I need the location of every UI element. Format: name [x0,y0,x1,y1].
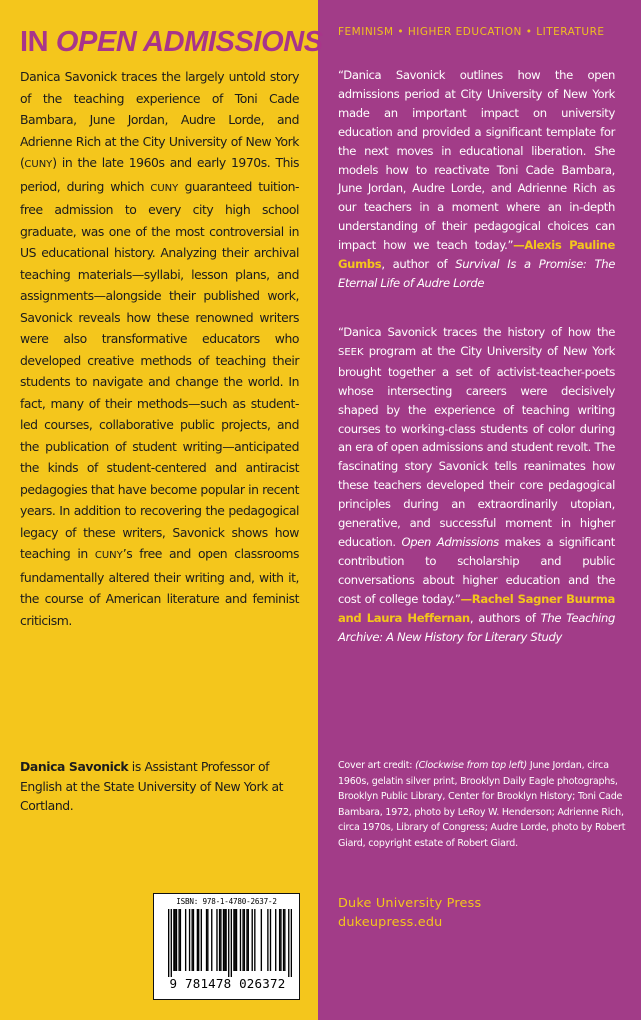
seek-abbrev: SEEK [338,346,364,358]
description-text-4: ’s free and open classrooms fundamentally altered their writing and, with it, the course of American literature and feminist criticism. [20,546,299,628]
barcode-bar [235,909,236,971]
endorsement-gumbs [338,66,615,293]
credit-italic: (Clockwise from top left) [415,760,528,771]
barcode-bar [291,909,292,977]
endorsement-quote: “Danica Savonick traces the history of how the [338,325,615,339]
barcode-bar [270,909,271,971]
barcode-bar [168,909,169,977]
barcode-bar [288,909,289,977]
book-description [20,66,299,631]
barcode-bar [173,909,174,971]
endorsement-quote: “Danica Savonick outlines how the open admissions period at City University of New York made an important impact on university education and provided a significant template for the next moves in educational liberation. She models how to reactivate Toni Cade Bambara, June Jordan, Audre Lorde, and Adrienne Rich as our teachers in a moment where an in-depth understanding of their pedagogical choices can impact how we teach today.” [338,68,615,253]
endorsement-work-title: Survival Is a Promise: The Eternal Life of Audre Lorde [338,257,615,290]
cuny-abbrev: CUNY [94,550,123,561]
credit-text: June Jordan, circa 1960s, gelatin silver print, Brooklyn Daily Eagle photographs, Brooklyn Public Library, Center for Brooklyn History; Toni Cade Bambara, 1972, photo by LeRoy W. Henderson; Adrienne Rich, circa 1970s, Library of Congress; Audre Lorde, photo by Robert Giard, copyright estate of Robert Giard. [338,760,626,849]
endorsement-buurma-heffernan [338,323,615,646]
author-bio [20,757,305,816]
barcode-bar [283,909,284,971]
cuny-abbrev: CUNY [150,182,179,194]
barcode [153,893,300,1000]
publisher-name: Duke University Press [338,896,482,911]
endorsement-author: Rachel Sagner Buurma and Laura Heffernan [338,591,615,625]
barcode-bar [191,909,192,971]
publisher-info [338,894,481,932]
credit-label: Cover art credit: [338,760,416,771]
subject-categories: FEMINISM • HIGHER EDUCATION • LITERATURE [338,26,605,38]
endorsement-author-of: , author of [381,257,456,272]
title-prefix: IN [20,26,56,58]
barcode-bar [242,909,243,971]
barcode-bar [180,909,181,971]
endorsement-dash: — [513,238,525,253]
barcode-bar [197,909,198,971]
barcode-bar [171,909,172,977]
publisher-url: dukeupress.edu [338,915,443,930]
endorsement-author: Alexis Pauline Gumbs [338,238,615,272]
section-title [20,24,323,60]
barcode-bar [284,909,285,971]
barcode-bar [275,909,276,971]
barcode-bar [224,909,225,971]
barcode-bar [236,909,237,971]
barcode-digits: 9 781478 026372 [169,976,286,991]
description-text-2: ) in the late 1960s and early 1970s. This period, during which [20,155,299,194]
barcode-bar [231,909,232,977]
barcode-bar [233,909,234,971]
barcode-bar [211,909,212,971]
isbn-number: ISBN: 978-1-4780-2637-2 [176,897,277,906]
barcode-bar [189,909,190,971]
barcode-bar [261,909,262,971]
barcode-bar [246,909,247,971]
barcode-bar [193,909,194,971]
barcode-bar [198,909,199,971]
barcode-bars [168,909,292,977]
barcode-bar [248,909,249,971]
barcode-bar [216,909,217,971]
barcode-bar [240,909,241,971]
description-text-1: Danica Savonick traces the largely untold story of the teaching experience of Toni Cade Bambara, June Jordan, Audre Lorde, and Adrienne Rich at the City University of New York ( [20,69,299,170]
barcode-bar [185,909,186,971]
endorsement-work-title: The Teaching Archive: A New History for Literary Study [338,610,615,644]
cover-art-credit [338,758,628,851]
barcode-bar [228,909,229,977]
barcode-bar [201,909,202,971]
barcode-bar [219,909,220,971]
barcode-bar [220,909,221,971]
barcode-bar [254,909,255,971]
barcode-bar [206,909,207,971]
barcode-bar [279,909,280,971]
barcode-bar [207,909,208,971]
endorsement-dash: — [460,591,472,606]
barcode-bar [252,909,253,971]
description-text-3: guaranteed tuition-free admission to every city high school graduate, was one of the most controversial in US educational history. Analyzing their archival teaching materials—syllabi, lesson plans, and assignments—alongside their published work, Savonick reveals how these renowned writers were also transformative educators who developed creative methods of teaching their students to navigate and change the world. In fact, many of their methods—such as student-led courses, collaborative public projects, and the publication of student writing—anticipated the kinds of student-centered and antiracist pedagogies that have become popular in recent years. In addition to recovering the pedagogical legacy of these writers, Savonick shows how teaching in [20,178,300,561]
endorsement-quote: program at the City University of New York brought together a set of activist-teacher-poets whose intersecting careers were decisively shaped by the experience of teaching writing courses to working-class students of color during an era of open admissions and student revolt. The fascinating story Savonick tells reanimates how these teachers developed their core pedagogical principles during an extraordinarily utopian, generative, and successful moment in higher education. [338,343,615,549]
author-name: Danica Savonick [20,759,129,774]
barcode-bar [280,909,281,971]
barcode-bar [175,909,176,971]
author-bio-text: is Assistant Professor of English at the State University of New York at Cortland. [20,759,284,813]
title-book: OPEN ADMISSIONS [55,26,323,58]
barcode-bar [225,909,226,971]
barcode-bar [267,909,268,971]
book-title-italic: Open Admissions [401,534,499,549]
endorsement-author-of: , authors of [469,610,541,625]
endorsement-quote: makes a significant contribution to scholarship and public conversations about higher education and the cost of college today.” [338,534,615,606]
barcode-bar [178,909,179,971]
cuny-abbrev: CUNY [24,159,53,170]
barcode-bar [176,909,177,971]
barcode-bar [223,909,224,971]
barcode-bar [244,909,245,971]
